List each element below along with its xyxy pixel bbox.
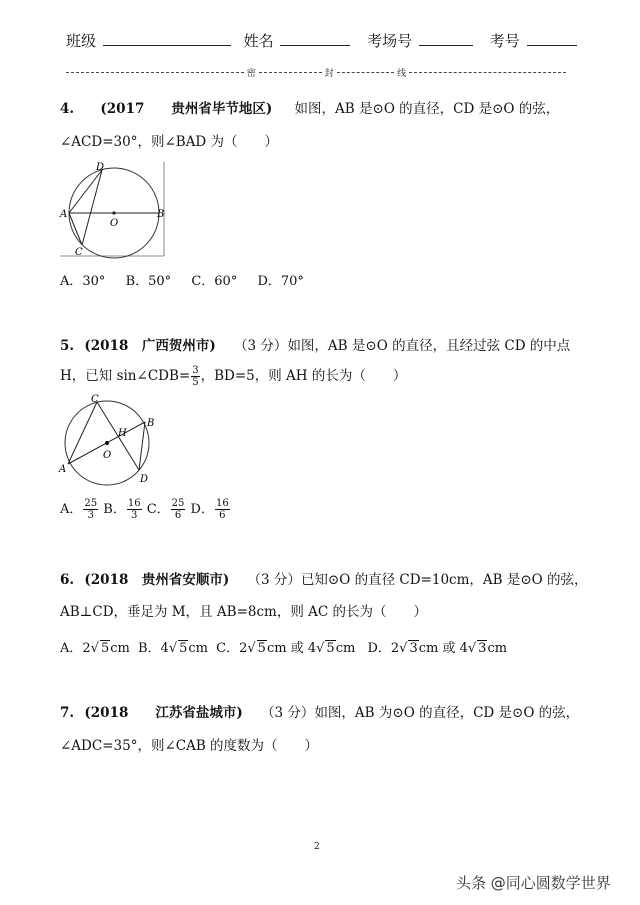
fraction-den: 5	[192, 377, 199, 388]
question-text: 如图，AB 是⊙O 的直径，且经过弦 CD 的中点	[287, 338, 571, 354]
question-text: H，已知 sin∠CDB=	[60, 368, 191, 384]
seal-dash	[337, 72, 395, 73]
option-d[interactable]	[190, 498, 231, 521]
exam-room-field[interactable]	[419, 31, 473, 46]
option-a[interactable]	[60, 498, 99, 521]
label-o: O	[110, 218, 119, 229]
fraction-sin	[191, 365, 199, 388]
label-a: A	[59, 464, 67, 475]
option-mid: cm 或 4	[266, 641, 317, 656]
seat-number-field[interactable]	[527, 31, 577, 46]
radicand: 5	[257, 641, 266, 656]
question-4-line2: ∠ACD=30°，则∠BAD 为（ ）	[60, 134, 279, 150]
radicand: 5	[326, 641, 335, 656]
fraction-den: 3	[87, 510, 94, 521]
option-mid: cm 或 4	[418, 641, 468, 656]
option-c[interactable]: C．60°	[191, 274, 238, 289]
question-text: ，BD=5，则 AH 的长为（ ）	[200, 368, 407, 384]
option-label: D．2	[367, 641, 400, 656]
option-fraction	[215, 498, 230, 521]
question-5-line1	[60, 336, 570, 356]
option-label: B．	[103, 502, 126, 517]
question-score: （3 分）	[234, 338, 288, 354]
seal-char-xian: 线	[397, 69, 407, 79]
question-4-options	[60, 270, 304, 289]
option-b[interactable]: B．4√ 5cm	[138, 641, 209, 656]
exam-header	[66, 30, 586, 54]
option-unit: cm	[335, 641, 356, 656]
radicand: 3	[478, 641, 487, 656]
label-d: D	[140, 474, 149, 485]
question-6-line1	[60, 570, 588, 590]
question-text: 如图，AB 是⊙O 的直径，CD 是⊙O 的弦，	[294, 101, 560, 117]
fraction-num: 16	[215, 498, 229, 509]
radicand: 3	[409, 641, 418, 656]
center-point	[112, 211, 115, 214]
option-d[interactable]: D．2√ 3cm 或 4√ 3cm	[367, 641, 508, 656]
question-source: (2018 广西贺州市)	[84, 338, 216, 354]
question-6-line2: AB⊥CD，垂足为 M，且 AB=8cm，则 AC 的长为（ ）	[60, 604, 428, 620]
question-number: 7.	[60, 705, 75, 721]
option-unit: cm	[188, 641, 209, 656]
page-number: 2	[314, 842, 320, 852]
option-label: B．4	[138, 641, 169, 656]
label-a: A	[60, 209, 68, 220]
label-b: B	[157, 209, 165, 220]
seal-dash	[66, 72, 244, 73]
chord-ac	[69, 213, 82, 245]
question-source: (2017 贵州省毕节地区)	[100, 101, 273, 117]
label-c: C	[75, 247, 83, 258]
question-5-figure	[56, 392, 166, 490]
seal-dash	[409, 72, 566, 73]
question-4-line1	[60, 99, 559, 119]
name-label: 姓名	[243, 32, 274, 50]
option-label: C．	[146, 502, 170, 517]
question-score: （3 分）	[247, 572, 301, 588]
question-7-line2: ∠ADC=35°，则∠CAB 的度数为（ ）	[60, 738, 319, 754]
fraction-num: 3	[192, 365, 199, 376]
question-source: (2018 贵州省安顺市)	[84, 572, 230, 588]
label-o: O	[103, 450, 112, 461]
question-5-line2	[60, 363, 406, 389]
option-unit: cm	[110, 641, 130, 656]
question-5-options	[60, 497, 231, 523]
question-text: 已知⊙O 的直径 CD=10cm，AB 是⊙O 的弦，	[300, 572, 588, 588]
option-b[interactable]: B．50°	[125, 274, 172, 289]
option-b[interactable]	[103, 498, 142, 521]
option-d[interactable]: D．70°	[257, 274, 304, 289]
question-7-line1	[60, 703, 579, 723]
label-c: C	[91, 394, 99, 405]
seal-char-mi: 密	[246, 69, 256, 79]
label-d: D	[96, 162, 105, 173]
fraction-num: 25	[84, 498, 98, 509]
option-c[interactable]: C．2√ 5cm 或 4√ 5cm	[216, 641, 356, 656]
center-point	[105, 441, 109, 445]
option-unit: cm	[487, 641, 508, 656]
fraction-den: 6	[219, 510, 226, 521]
option-fraction	[83, 498, 98, 521]
option-label: A．2	[60, 641, 91, 656]
question-number: 5.	[60, 338, 75, 354]
radicand: 5	[179, 641, 188, 656]
class-label: 班级	[66, 32, 97, 50]
fraction-den: 6	[174, 510, 182, 521]
option-label: C．2	[216, 641, 248, 656]
name-field[interactable]	[280, 31, 350, 46]
question-text: 如图，AB 为⊙O 的直径，CD 是⊙O 的弦，	[314, 705, 580, 721]
question-4-figure	[58, 160, 168, 260]
fraction-den: 3	[131, 510, 138, 521]
option-c[interactable]	[146, 498, 187, 521]
class-field[interactable]	[103, 31, 231, 46]
option-fraction	[127, 498, 142, 521]
option-label: A．	[60, 502, 83, 517]
exam-room-label: 考场号	[367, 32, 413, 50]
question-number: 4.	[60, 101, 75, 117]
label-h: H	[118, 428, 127, 439]
question-6-options	[60, 637, 507, 656]
watermark: 头条 @同心圆数学世界	[456, 874, 611, 892]
fraction-num: 25	[171, 498, 185, 509]
option-a[interactable]: A．2√ 5cm	[60, 641, 130, 656]
option-fraction	[171, 498, 186, 521]
seal-dash	[259, 72, 322, 73]
radicand: 5	[100, 641, 110, 656]
chord-ac	[68, 402, 97, 464]
seat-number-label: 考号	[489, 32, 520, 50]
question-source: (2018 江苏省盐城市)	[84, 705, 243, 721]
fraction-num: 16	[127, 498, 141, 509]
question-number: 6.	[60, 572, 75, 588]
option-label: D．	[190, 502, 214, 517]
seal-line	[66, 66, 566, 79]
option-a[interactable]: A．30°	[60, 274, 106, 289]
chord-dc	[82, 170, 102, 245]
seal-char-feng: 封	[324, 69, 334, 79]
label-b: B	[147, 418, 155, 429]
question-score: （3 分）	[261, 705, 315, 721]
